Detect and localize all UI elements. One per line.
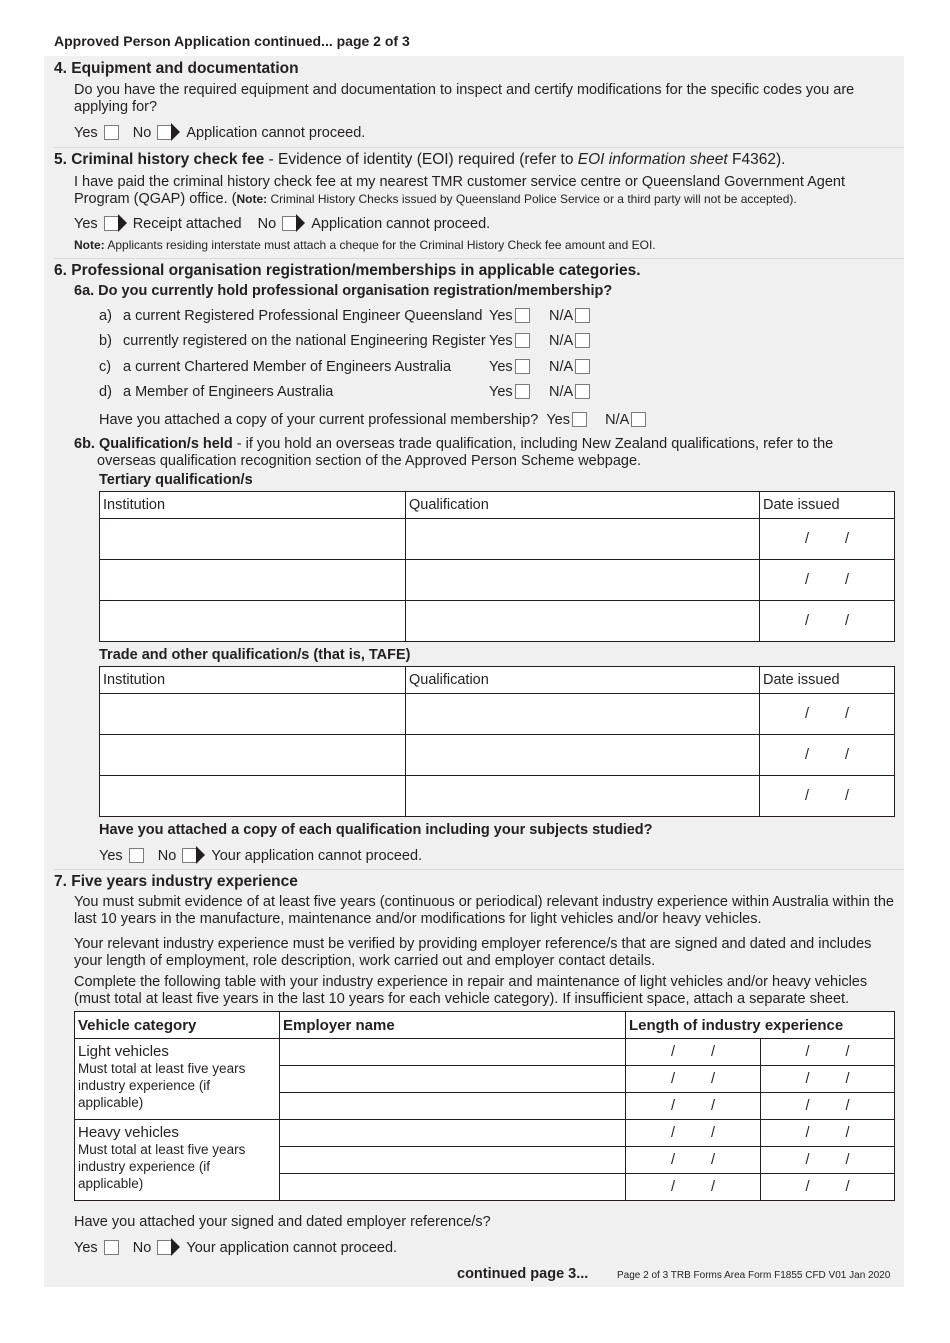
- employer-cell[interactable]: [280, 1174, 626, 1201]
- receipt-attached-text: Receipt attached: [132, 216, 242, 232]
- membership-attached: [99, 412, 648, 429]
- ref-yes-checkbox[interactable]: [104, 1240, 119, 1255]
- slash: /: [670, 1125, 676, 1141]
- cannot-proceed-text: Application cannot proceed.: [311, 216, 491, 232]
- question-6a: 6a. Do you currently hold professional organisation registration/membership?: [74, 283, 613, 299]
- date-cell[interactable]: [760, 560, 895, 601]
- institution-cell[interactable]: [100, 735, 406, 776]
- slash: /: [670, 1152, 676, 1168]
- slash: /: [844, 572, 850, 588]
- experience-table: [74, 1011, 895, 1201]
- question-6b-bold: 6b. Qualification/s held: [74, 436, 233, 452]
- membership-options: [489, 308, 532, 325]
- cannot-proceed-text: Your application cannot proceed.: [186, 1240, 398, 1256]
- ref-no-checkbox[interactable]: [157, 1240, 172, 1255]
- date-from-cell[interactable]: [626, 1120, 761, 1147]
- date-to-cell[interactable]: [761, 1093, 895, 1120]
- membership-item: [99, 359, 111, 376]
- arrow-icon: [171, 1238, 180, 1256]
- membership-yes-checkbox[interactable]: [572, 412, 587, 427]
- s4-no-checkbox[interactable]: [157, 125, 172, 140]
- slash: /: [804, 747, 810, 763]
- must-total-note: Must total at least five years industry experience (if applicable): [78, 1061, 246, 1110]
- col-vehicle-category: Vehicle category: [75, 1012, 280, 1039]
- qual-yes-checkbox[interactable]: [129, 848, 144, 863]
- slash: /: [804, 613, 810, 629]
- table-row: [75, 1039, 895, 1066]
- divider: [54, 147, 904, 148]
- slash: /: [844, 613, 850, 629]
- date-to-cell[interactable]: [761, 1174, 895, 1201]
- employer-cell[interactable]: [280, 1147, 626, 1174]
- slash: /: [710, 1044, 716, 1060]
- date-cell[interactable]: [760, 735, 895, 776]
- institution-cell[interactable]: [100, 694, 406, 735]
- employer-cell[interactable]: [280, 1039, 626, 1066]
- membership-item: [99, 333, 112, 350]
- membership-text: a Member of Engineers Australia: [123, 384, 334, 400]
- yes-label: Yes: [74, 216, 98, 232]
- yes-label: Yes: [74, 1240, 98, 1256]
- membership-options: [549, 384, 592, 401]
- date-from-cell[interactable]: [626, 1147, 761, 1174]
- date-cell[interactable]: [760, 601, 895, 642]
- 6a-b-yes-checkbox[interactable]: [515, 333, 530, 348]
- table-header-row: [100, 667, 895, 694]
- col-date-issued: Date issued: [760, 667, 895, 694]
- slash: /: [844, 788, 850, 804]
- section-5-options: [74, 214, 490, 233]
- table-row: [100, 735, 895, 776]
- table-header-row: [75, 1012, 895, 1039]
- vehicle-category-cell: [75, 1120, 280, 1201]
- slash: /: [805, 1098, 810, 1114]
- slash: /: [710, 1071, 716, 1087]
- membership-options: [489, 359, 532, 376]
- 6a-d-na-checkbox[interactable]: [575, 384, 590, 399]
- qualification-cell[interactable]: [406, 519, 760, 560]
- s5-para-a: I have paid the criminal history check fee at my nearest TMR customer service centre or Queensland Government Agent Program (QGAP) office. (: [74, 174, 846, 207]
- employer-cell[interactable]: [280, 1093, 626, 1120]
- page-header: Approved Person Application continued... page 2 of 3: [54, 33, 410, 49]
- membership-text: currently registered on the national Engineering Register: [123, 333, 486, 349]
- s5-note-label: Note:: [236, 192, 268, 206]
- institution-cell[interactable]: [100, 519, 406, 560]
- membership-item: [99, 384, 112, 401]
- section-5-paragraph: [74, 174, 874, 208]
- section-6-title: 6. Professional organisation registration/memberships in applicable categories.: [54, 262, 641, 279]
- date-from-cell[interactable]: [626, 1174, 761, 1201]
- s4-yes-checkbox[interactable]: [104, 125, 119, 140]
- slash: /: [845, 1098, 850, 1114]
- na-label: N/A: [549, 308, 574, 324]
- no-label: No: [157, 848, 177, 864]
- date-cell[interactable]: [760, 694, 895, 735]
- section-4-options: [74, 123, 365, 142]
- 6a-c-na-checkbox[interactable]: [575, 359, 590, 374]
- date-to-cell[interactable]: [761, 1066, 895, 1093]
- membership-attached-question: Have you attached a copy of your current professional membership?: [99, 412, 539, 428]
- eoi-sheet-name: EOI information sheet: [577, 151, 728, 168]
- date-to-cell[interactable]: [761, 1147, 895, 1174]
- tertiary-table: [99, 491, 895, 642]
- slash: /: [805, 1071, 810, 1087]
- membership-item: [99, 308, 112, 325]
- question-6b-text: - if you hold an overseas trade qualification, including New Zealand qualifications, refer to the overseas qualification recognition section of the Approved Person Scheme webpage.: [97, 436, 834, 469]
- col-employer-name: Employer name: [280, 1012, 626, 1039]
- slash: /: [844, 747, 850, 763]
- employer-reference-options: [74, 1238, 397, 1257]
- slash: /: [804, 706, 810, 722]
- qualification-cell[interactable]: [406, 601, 760, 642]
- section-4-title: 4. Equipment and documentation: [54, 60, 299, 77]
- s5-yes-checkbox[interactable]: [104, 216, 119, 231]
- date-cell[interactable]: [760, 519, 895, 560]
- section-7-para-2: Your relevant industry experience must be verified by providing employer reference/s that are signed and dated and includes your length of employment, role description, work carried out and employer contact details.: [74, 936, 872, 969]
- yes-label: Yes: [489, 384, 513, 400]
- col-date-issued: Date issued: [760, 492, 895, 519]
- s5-note-text: Criminal History Checks issued by Queensland Police Service or a third party will not be accepted).: [267, 192, 797, 206]
- slash: /: [805, 1125, 810, 1141]
- date-cell[interactable]: [760, 776, 895, 817]
- no-label: No: [132, 125, 152, 141]
- item-letter: d): [99, 384, 112, 400]
- date-from-cell[interactable]: [626, 1093, 761, 1120]
- divider: [54, 869, 904, 870]
- slash: /: [804, 572, 810, 588]
- membership-options: [549, 308, 592, 325]
- slash: /: [710, 1152, 716, 1168]
- membership-na-checkbox[interactable]: [631, 412, 646, 427]
- na-label: N/A: [549, 333, 574, 349]
- slash: /: [670, 1098, 676, 1114]
- cannot-proceed-text: Application cannot proceed.: [186, 125, 366, 141]
- col-qualification: Qualification: [406, 667, 760, 694]
- slash: /: [804, 788, 810, 804]
- col-length-experience: Length of industry experience: [626, 1012, 895, 1039]
- na-label: N/A: [549, 384, 574, 400]
- membership-options: [489, 333, 532, 350]
- arrow-icon: [171, 123, 180, 141]
- membership-options: [549, 359, 592, 376]
- section-7-para-1: You must submit evidence of at least five years (continuous or periodical) relevant industry experience within Australia within the last 10 years in the manufacture, maintenance and/or modifications for light vehicles and/or heavy vehicles.: [74, 894, 894, 927]
- table-row: [100, 694, 895, 735]
- section-5-title-end: F4362).: [727, 151, 786, 168]
- trade-title: Trade and other qualification/s (that is, TAFE): [99, 647, 411, 663]
- arrow-icon: [118, 214, 127, 232]
- slash: /: [804, 531, 810, 547]
- no-label: No: [257, 216, 277, 232]
- slash: /: [845, 1179, 850, 1195]
- table-row: [100, 519, 895, 560]
- qualification-cell[interactable]: [406, 694, 760, 735]
- slash: /: [805, 1152, 810, 1168]
- slash: /: [844, 706, 850, 722]
- no-label: No: [132, 1240, 152, 1256]
- section-4-question: Do you have the required equipment and documentation to inspect and certify modifications for the specific codes you are applying for?: [74, 82, 855, 115]
- membership-options: [489, 384, 532, 401]
- yes-label: Yes: [99, 848, 123, 864]
- section-5-title-bold: 5. Criminal history check fee: [54, 151, 265, 168]
- qual-no-checkbox[interactable]: [182, 848, 197, 863]
- table-row: [75, 1120, 895, 1147]
- slash: /: [670, 1044, 676, 1060]
- date-from-cell[interactable]: [626, 1039, 761, 1066]
- membership-options: [549, 333, 592, 350]
- institution-cell[interactable]: [100, 776, 406, 817]
- slash: /: [710, 1125, 716, 1141]
- membership-text: a current Chartered Member of Engineers Australia: [123, 359, 452, 375]
- section-5-title-rest: - Evidence of identity (EOI) required (refer to: [264, 151, 578, 168]
- slash: /: [845, 1044, 850, 1060]
- table-row: [100, 601, 895, 642]
- employer-cell[interactable]: [280, 1120, 626, 1147]
- table-row: [100, 776, 895, 817]
- institution-cell[interactable]: [100, 601, 406, 642]
- must-total-note: Must total at least five years industry experience (if applicable): [78, 1142, 246, 1191]
- col-institution: Institution: [100, 667, 406, 694]
- section-5-title: [54, 151, 785, 169]
- slash: /: [670, 1179, 676, 1195]
- slash: /: [710, 1098, 716, 1114]
- 6a-d-yes-checkbox[interactable]: [515, 384, 530, 399]
- institution-cell[interactable]: [100, 560, 406, 601]
- light-vehicles-label: Light vehicles: [78, 1043, 169, 1060]
- arrow-icon: [296, 214, 305, 232]
- divider: [54, 258, 904, 259]
- section-5-note: [74, 238, 656, 252]
- slash: /: [805, 1179, 810, 1195]
- date-from-cell[interactable]: [626, 1066, 761, 1093]
- col-institution: Institution: [100, 492, 406, 519]
- table-header-row: [100, 492, 895, 519]
- 6a-a-yes-checkbox[interactable]: [515, 308, 530, 323]
- 6a-a-na-checkbox[interactable]: [575, 308, 590, 323]
- item-letter: c): [99, 359, 112, 375]
- form-meta: Page 2 of 3 TRB Forms Area Form F1855 CFD V01 Jan 2020: [617, 1270, 891, 1281]
- employer-cell[interactable]: [280, 1066, 626, 1093]
- trade-table: [99, 666, 895, 817]
- qualification-copy-question: Have you attached a copy of each qualification including your subjects studied?: [99, 822, 653, 838]
- slash: /: [845, 1125, 850, 1141]
- col-qualification: Qualification: [406, 492, 760, 519]
- question-6b: [74, 436, 894, 470]
- arrow-icon: [196, 846, 205, 864]
- yes-label: Yes: [74, 125, 98, 141]
- slash: /: [845, 1071, 850, 1087]
- slash: /: [845, 1152, 850, 1168]
- date-to-cell[interactable]: [761, 1120, 895, 1147]
- note-text: Applicants residing interstate must attach a cheque for the Criminal History Check fee amount and EOI.: [104, 238, 656, 252]
- qualification-cell[interactable]: [406, 735, 760, 776]
- qualification-copy-options: [99, 846, 422, 865]
- note-label: Note:: [74, 238, 105, 252]
- slash: /: [710, 1179, 716, 1195]
- tertiary-title: Tertiary qualification/s: [99, 472, 253, 488]
- item-letter: a): [99, 308, 112, 324]
- yes-label: Yes: [489, 359, 513, 375]
- slash: /: [805, 1044, 810, 1060]
- qualification-cell[interactable]: [406, 776, 760, 817]
- slash: /: [844, 531, 850, 547]
- employer-reference-question: Have you attached your signed and dated employer reference/s?: [74, 1214, 491, 1230]
- section-7-title: 7. Five years industry experience: [54, 873, 298, 890]
- vehicle-category-cell: [75, 1039, 280, 1120]
- yes-label: Yes: [489, 308, 513, 324]
- table-row: [100, 560, 895, 601]
- heavy-vehicles-label: Heavy vehicles: [78, 1124, 179, 1141]
- continued-label: continued page 3...: [457, 1266, 589, 1282]
- 6a-c-yes-checkbox[interactable]: [515, 359, 530, 374]
- s5-no-checkbox[interactable]: [282, 216, 297, 231]
- na-label: N/A: [605, 412, 630, 428]
- 6a-b-na-checkbox[interactable]: [575, 333, 590, 348]
- membership-text: a current Registered Professional Engineer Queensland: [123, 308, 483, 324]
- na-label: N/A: [549, 359, 574, 375]
- slash: /: [670, 1071, 676, 1087]
- section-7-para-3: Complete the following table with your industry experience in repair and maintenance of light vehicles and/or heavy vehicles (must total at least five years in the last 10 years for each vehicle category). If insufficient space, attach a separate sheet.: [74, 974, 868, 1007]
- cannot-proceed-text: Your application cannot proceed.: [211, 848, 423, 864]
- qualification-cell[interactable]: [406, 560, 760, 601]
- date-to-cell[interactable]: [761, 1039, 895, 1066]
- yes-label: Yes: [489, 333, 513, 349]
- item-letter: b): [99, 333, 112, 349]
- yes-label: Yes: [546, 412, 570, 428]
